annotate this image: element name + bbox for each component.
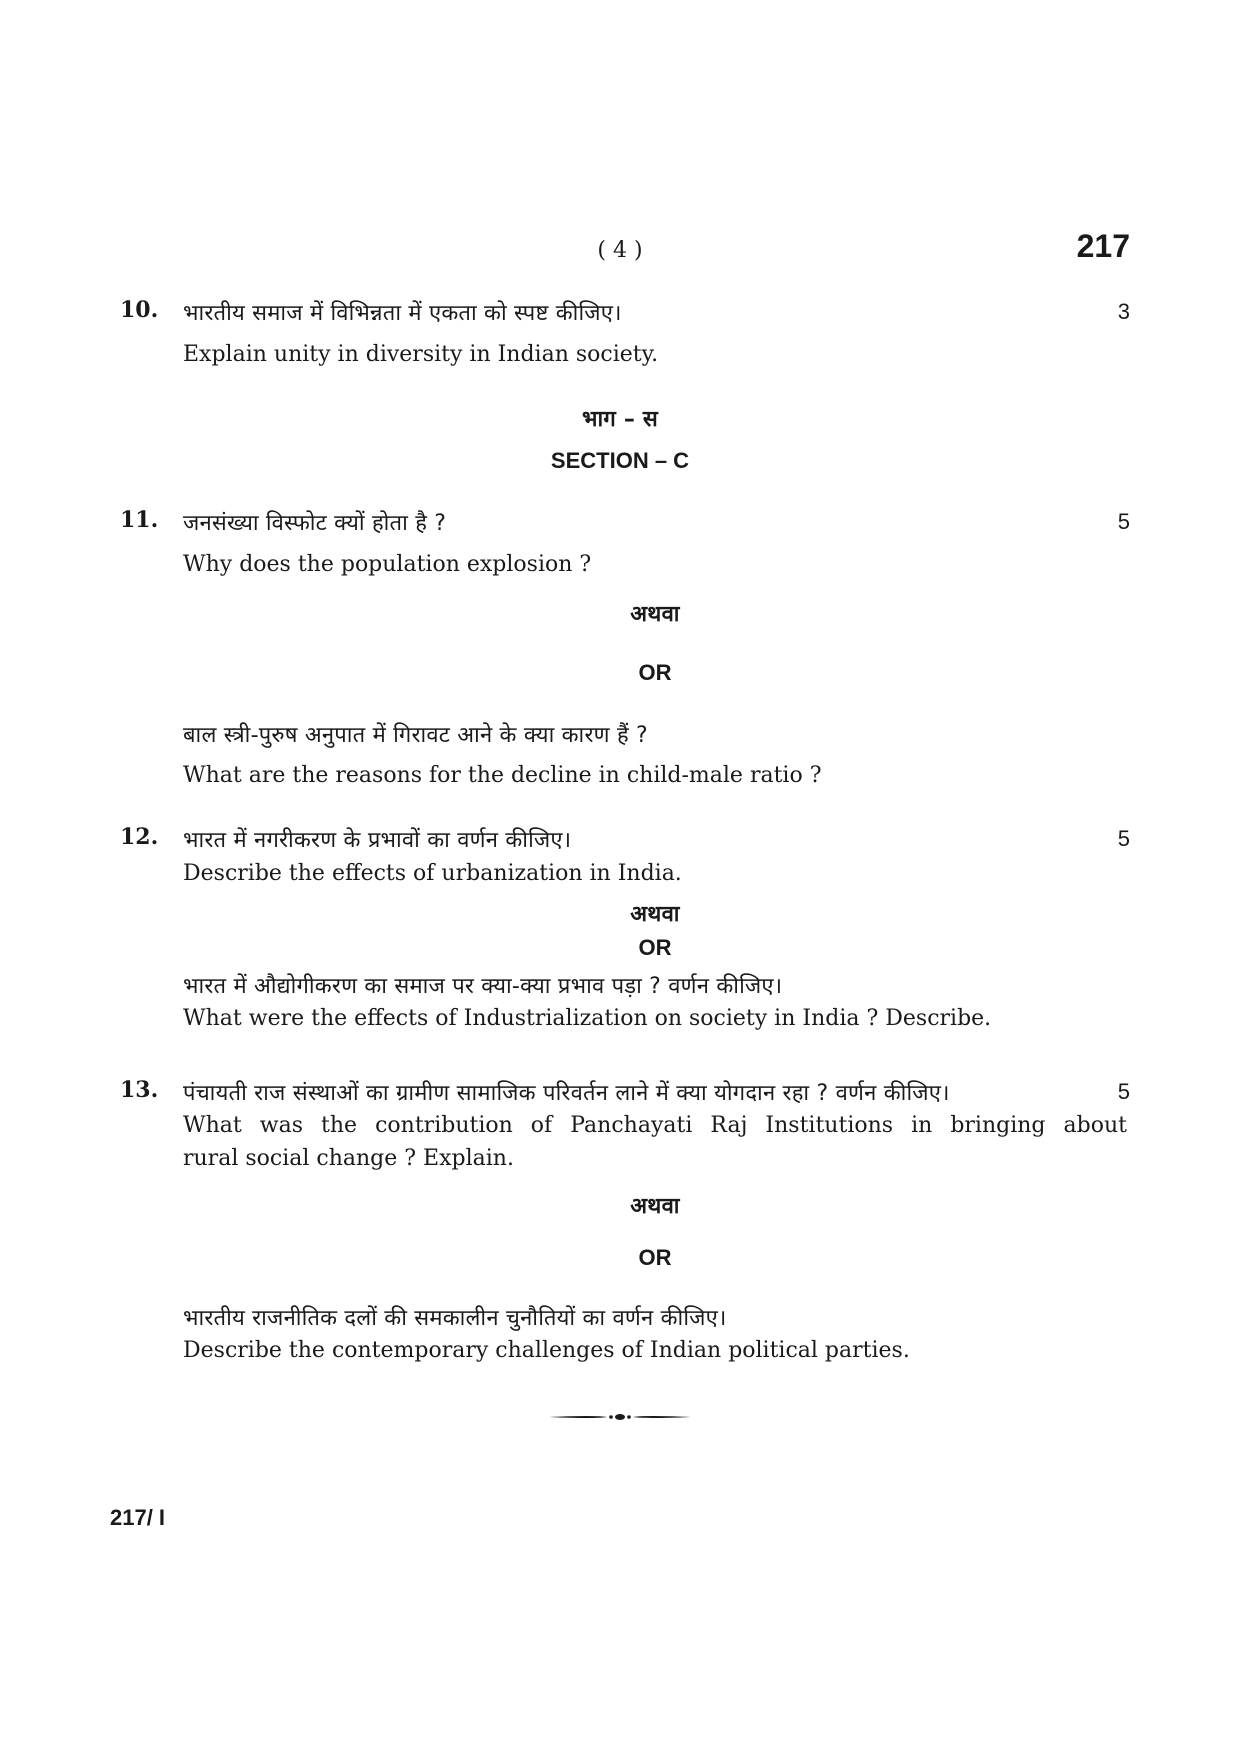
- question-10-english: Explain unity in diversity in Indian society.: [183, 342, 659, 367]
- question-11-number: 11.: [120, 507, 159, 533]
- question-12-hindi: भारत में नगरीकरण के प्रभावों का वर्णन कीजिए।: [183, 828, 572, 853]
- question-13-hindi: पंचायती राज संस्थाओं का ग्रामीण सामाजिक परिवर्तन लाने में क्या योगदान रहा ? वर्णन कीजिए।: [183, 1081, 950, 1106]
- question-10-number: 10.: [120, 297, 159, 323]
- question-11-hindi: जनसंख्या विस्फोट क्यों होता है ?: [183, 511, 447, 536]
- question-11-or-hindi: अथवा: [630, 602, 680, 627]
- section-title-english: SECTION – C: [550, 448, 690, 473]
- end-divider-ornament: [545, 1410, 695, 1424]
- question-13-number: 13.: [120, 1077, 159, 1103]
- question-13-or-english: OR: [638, 1245, 672, 1270]
- question-10-hindi: भारतीय समाज में विभिन्नता में एकता को स्पष्ट कीजिए।: [183, 301, 622, 326]
- question-12-marks: 5: [1117, 826, 1130, 851]
- paper-code: 217: [1076, 228, 1130, 264]
- question-13-english-line-1: What was the contribution of Panchayati Raj Institutions in bringing about: [183, 1113, 1127, 1138]
- question-12-alt-hindi: भारत में औद्योगीकरण का समाज पर क्या-क्या प्रभाव पड़ा ? वर्णन कीजिए।: [183, 974, 783, 999]
- question-11-english: Why does the population explosion ?: [183, 552, 592, 577]
- section-title-hindi: भाग – स: [582, 407, 658, 432]
- question-12-or-hindi: अथवा: [630, 902, 680, 927]
- question-13-or-hindi: अथवा: [630, 1194, 680, 1219]
- question-12-or-english: OR: [638, 935, 672, 960]
- question-11-marks: 5: [1117, 509, 1130, 534]
- question-10-marks: 3: [1117, 299, 1130, 324]
- question-12-english: Describe the effects of urbanization in India.: [183, 861, 682, 886]
- question-11-or-english: OR: [638, 660, 672, 685]
- footer-code: 217/ I: [110, 1505, 166, 1530]
- question-11-alt-english: What are the reasons for the decline in child-male ratio ?: [183, 763, 822, 788]
- question-13-alt-english: Describe the contemporary challenges of Indian political parties.: [183, 1338, 910, 1363]
- question-13-marks: 5: [1117, 1079, 1130, 1104]
- page-number: ( 4 ): [597, 238, 643, 263]
- question-12-alt-english: What were the effects of Industrialization on society in India ? Describe.: [183, 1006, 992, 1031]
- question-13-english-line-2: rural social change ? Explain.: [183, 1146, 514, 1171]
- question-11-alt-hindi: बाल स्त्री-पुरुष अनुपात में गिरावट आने के क्या कारण हैं ?: [183, 723, 648, 748]
- question-12-number: 12.: [120, 824, 159, 850]
- question-13-alt-hindi: भारतीय राजनीतिक दलों की समकालीन चुनौतियों का वर्णन कीजिए।: [183, 1306, 727, 1331]
